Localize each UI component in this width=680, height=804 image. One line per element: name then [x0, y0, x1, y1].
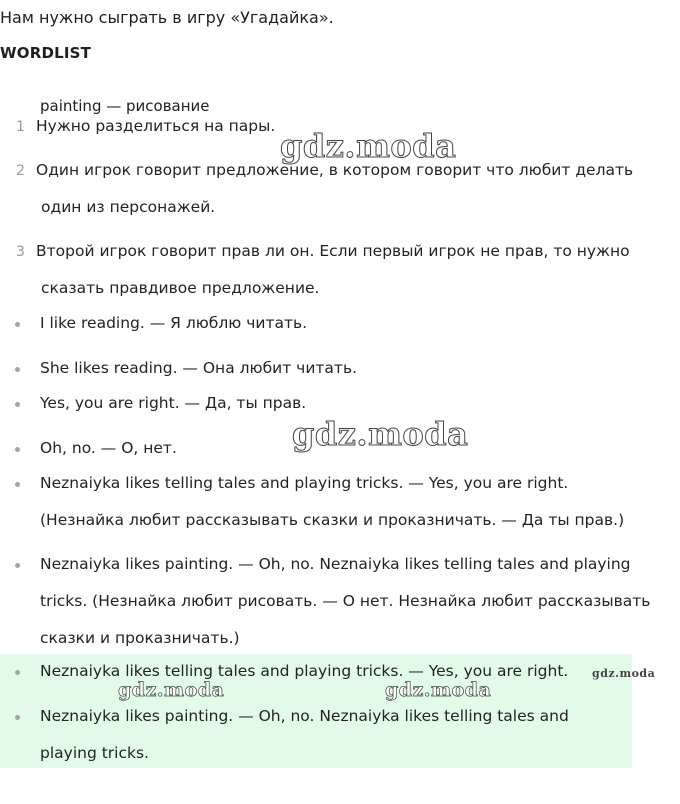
bullet-item-text: Neznaiyka likes telling tales and playing tricks. — Yes, you are right.	[40, 474, 569, 492]
bullet-dot	[15, 715, 20, 720]
list-number: 2	[16, 163, 25, 179]
bullet-dot	[15, 670, 20, 675]
bullet-item-text: Yes, you are right. — Да, ты прав.	[40, 394, 307, 412]
list-number: 3	[16, 244, 25, 260]
numbered-item-text-cont: сказать правдивое предложение.	[41, 279, 320, 297]
bullet-item	[40, 305, 307, 342]
bullet-item-text-cont: сказки и проказничать.)	[40, 629, 240, 647]
bullet-dot	[15, 563, 20, 568]
numbered-item-text-cont: один из персонажей.	[41, 198, 216, 216]
bullet-item	[40, 546, 650, 657]
bullet-dot	[15, 322, 20, 327]
bullet-item-text: Neznaiyka likes telling tales and playing tricks. — Yes, you are right.	[40, 662, 569, 680]
highlighted-bullet-item	[40, 698, 569, 772]
bullet-dot	[15, 447, 20, 452]
bullet-item-text: Neznaiyka likes painting. — Oh, no. Neznaiyka likes telling tales and	[40, 707, 569, 725]
numbered-item	[36, 108, 275, 145]
numbered-item-text: Нужно разделиться на пары.	[36, 117, 276, 135]
bullet-dot	[15, 402, 20, 407]
wordlist-heading: WORDLIST	[0, 44, 92, 62]
bullet-item-text-cont: tricks. (Незнайка любит рисовать. — O нет. Незнайка любит рассказывать	[40, 592, 651, 610]
intro-text: Нам нужно сыграть в игру «Угадайка».	[0, 8, 334, 27]
bullet-dot	[15, 482, 20, 487]
bullet-item-text-cont: (Незнайка любит рассказывать сказки и проказничать. — Да ты прав.)	[40, 511, 625, 529]
bullet-item-text: I like reading. — Я люблю читать.	[40, 314, 308, 332]
list-number: 1	[16, 119, 25, 135]
bullet-item	[40, 350, 357, 387]
bullet-item-text: Oh, no. — O, нет.	[40, 439, 177, 457]
watermark-logo: gdz.moda	[385, 679, 492, 701]
bullet-item	[40, 430, 177, 467]
bullet-item	[40, 385, 306, 422]
numbered-item-text: Один игрок говорит предложение, в котором говорит что любит делать	[36, 161, 634, 179]
bullet-item-text: She likes reading. — Она любит читать.	[40, 359, 358, 377]
numbered-item-text: Второй игрок говорит прав ли он. Если первый игрок не прав, то нужно	[36, 242, 630, 260]
watermark-logo: gdz.moda	[118, 679, 225, 701]
watermark-logo: gdz.moda	[280, 127, 457, 165]
bullet-item	[40, 465, 624, 539]
clipped-wordlist-text: painting — рисование	[40, 97, 210, 115]
numbered-item	[36, 233, 630, 307]
numbered-item	[36, 152, 633, 226]
highlighted-bullet-item	[40, 653, 568, 690]
watermark-logo: gdz.moda	[292, 415, 469, 453]
watermark-logo: gdz.moda	[592, 667, 656, 680]
bullet-item-text: Neznaiyka likes painting. — Oh, no. Neznaiyka likes telling tales and playing	[40, 555, 631, 573]
bullet-dot	[15, 367, 20, 372]
bullet-item-text-cont: playing tricks.	[40, 744, 149, 762]
clipped-wordlist-line	[40, 94, 210, 115]
